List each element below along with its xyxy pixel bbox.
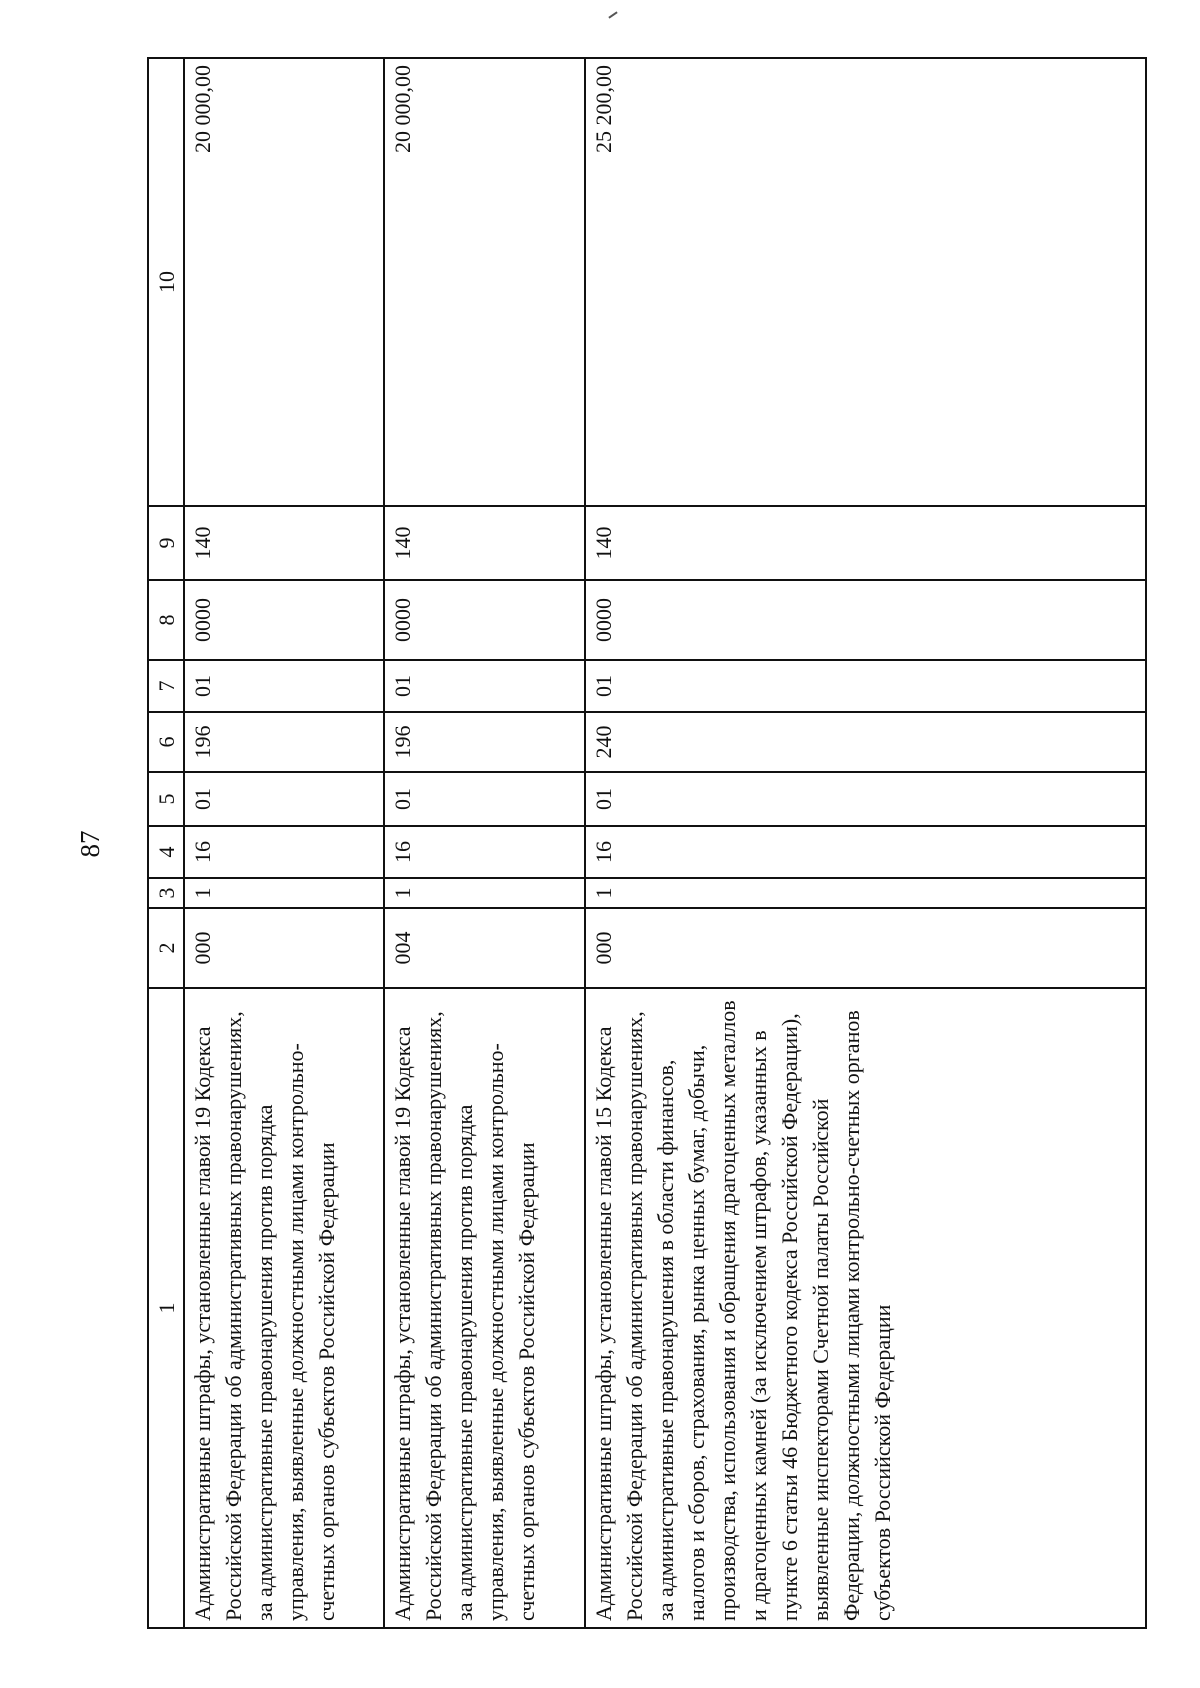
table-row <box>585 58 1146 1628</box>
code-cell-9: 140 <box>384 506 584 580</box>
code-cell-9: 140 <box>184 506 384 580</box>
code-cell-3: 1 <box>384 878 584 908</box>
amount-cell: 25 200,00 <box>585 58 1146 506</box>
table-row <box>384 58 584 1628</box>
code-cell-7: 01 <box>585 660 1146 712</box>
code-cell-9: 140 <box>585 506 1146 580</box>
scan-mark <box>608 11 617 18</box>
header-cell: 5 <box>148 772 184 826</box>
code-cell-4: 16 <box>585 826 1146 878</box>
code-cell-5: 01 <box>585 772 1146 826</box>
code-cell-8: 0000 <box>384 580 584 660</box>
code-cell-6: 240 <box>585 712 1146 772</box>
code-cell-6: 196 <box>184 712 384 772</box>
header-cell: 8 <box>148 580 184 660</box>
header-cell: 3 <box>148 878 184 908</box>
amount-cell: 20 000,00 <box>184 58 384 506</box>
description-cell: Административные штрафы, установленные главой 19 Кодекса Российской Федерации об административных правонарушениях, за административные правонарушения против порядка управления, выявленные должностными лицами контрольно-счетных органов субъектов Российской Федерации <box>184 988 384 1628</box>
code-cell-8: 0000 <box>585 580 1146 660</box>
header-cell: 4 <box>148 826 184 878</box>
table-row <box>184 58 384 1628</box>
code-cell-7: 01 <box>384 660 584 712</box>
code-cell-4: 16 <box>184 826 384 878</box>
code-cell-2: 004 <box>384 908 584 988</box>
header-row <box>148 58 184 1628</box>
code-cell-7: 01 <box>184 660 384 712</box>
code-cell-8: 0000 <box>184 580 384 660</box>
code-cell-3: 1 <box>184 878 384 908</box>
description-cell: Административные штрафы, установленные главой 15 Кодекса Российской Федерации об административных правонарушениях, за административные правонарушения в области финансов, налогов и сборов, страхования, рынка ценных бумаг, добычи, производства, использования и обращения драгоценных металлов и драгоценных камней (за исключением штрафов, указанных в пункте 6 статьи 46 Бюджетного кодекса Российской Федерации), выявленные инспекторами Счетной палаты Российской Федерации, должностными лицами контрольно-счетных органов субъектов Российской Федерации <box>585 988 1146 1628</box>
header-cell: 7 <box>148 660 184 712</box>
code-cell-2: 000 <box>585 908 1146 988</box>
code-cell-5: 01 <box>384 772 584 826</box>
code-cell-4: 16 <box>384 826 584 878</box>
code-cell-3: 1 <box>585 878 1146 908</box>
header-cell: 10 <box>148 58 184 506</box>
header-cell: 6 <box>148 712 184 772</box>
header-cell: 1 <box>148 988 184 1628</box>
rotated-table-container <box>147 59 1147 1629</box>
code-cell-2: 000 <box>184 908 384 988</box>
budget-codes-table <box>147 57 1147 1629</box>
code-cell-6: 196 <box>384 712 584 772</box>
header-cell: 2 <box>148 908 184 988</box>
header-cell: 9 <box>148 506 184 580</box>
code-cell-5: 01 <box>184 772 384 826</box>
amount-cell: 20 000,00 <box>384 58 584 506</box>
description-cell: Административные штрафы, установленные главой 19 Кодекса Российской Федерации об административных правонарушениях, за административные правонарушения против порядка управления, выявленные должностными лицами контрольно-счетных органов субъектов Российской Федерации <box>384 988 584 1628</box>
page-number: 87 <box>75 830 105 858</box>
